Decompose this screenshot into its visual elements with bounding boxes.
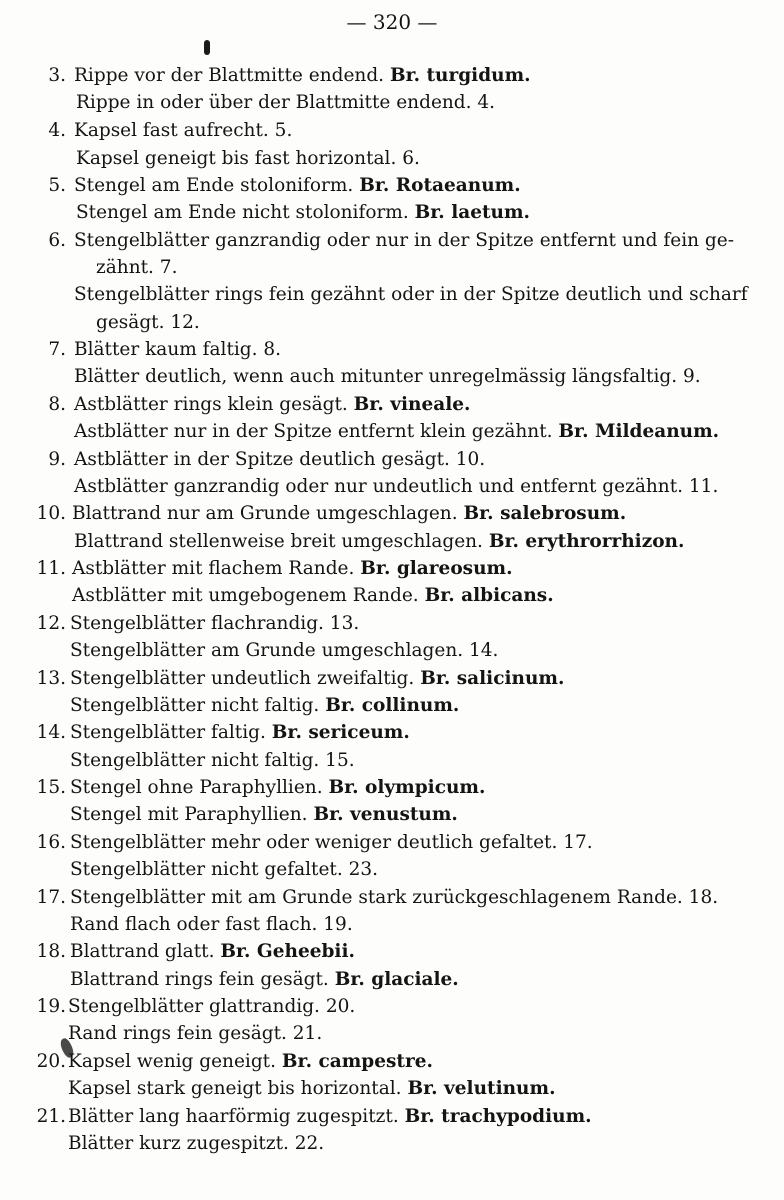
- key-text: Stengelblätter flachrandig. 13.: [70, 613, 360, 634]
- couplet-number: 10.: [36, 503, 66, 524]
- key-text: Rand flach oder fast flach. 19.: [70, 914, 353, 935]
- key-text: Stengelblätter faltig. Br. sericeum.: [70, 722, 410, 743]
- key-line: [0, 993, 784, 1020]
- key-text: Stengelblätter ganzrandig oder nur in der Spitze entfernt und fein ge-: [74, 230, 734, 251]
- key-text: zähnt. 7.: [96, 257, 178, 278]
- key-text: Stengelblätter rings fein gezähnt oder in der Spitze deutlich und scharf: [74, 284, 748, 305]
- key-line: [0, 856, 784, 883]
- key-line: [0, 199, 784, 226]
- species-name: Br. salebrosum.: [463, 503, 627, 524]
- key-line: [0, 911, 784, 938]
- couplet-number: 4.: [48, 120, 66, 141]
- species-name: Br. sericeum.: [271, 722, 410, 743]
- key-line: [0, 884, 784, 911]
- couplet-number: 17.: [36, 887, 66, 908]
- key-text: Kapsel wenig geneigt. Br. campestre.: [68, 1051, 433, 1072]
- species-name: Br. vineale.: [353, 394, 471, 415]
- key-text: Blattrand rings fein gesägt. Br. glaciale.: [70, 969, 459, 990]
- key-line: [0, 938, 784, 965]
- species-name: Br. glareosum.: [360, 558, 513, 579]
- key-line: [0, 145, 784, 172]
- key-line: [0, 281, 784, 308]
- couplet-number: 11.: [36, 558, 66, 579]
- species-name: Br. laetum.: [414, 202, 530, 223]
- key-line: [0, 719, 784, 746]
- key-text: Blätter lang haarförmig zugespitzt. Br. trachypodium.: [68, 1106, 592, 1127]
- ink-smudge: [204, 40, 210, 55]
- key-line: [0, 555, 784, 582]
- species-name: Br. campestre.: [281, 1051, 433, 1072]
- key-line: [0, 801, 784, 828]
- key-text: Stengelblätter am Grunde umgeschlagen. 14.: [70, 640, 499, 661]
- key-line: [0, 637, 784, 664]
- key-line: [0, 363, 784, 390]
- key-text: Stengelblätter mehr oder weniger deutlich gefaltet. 17.: [70, 832, 593, 853]
- couplet-number: 20.: [36, 1051, 66, 1072]
- couplet-number: 3.: [48, 65, 66, 86]
- key-text: Stengel am Ende nicht stoloniform. Br. laetum.: [76, 202, 530, 223]
- couplet-number: 18.: [36, 941, 66, 962]
- key-line: [0, 418, 784, 445]
- key-line: [0, 692, 784, 719]
- couplet-number: 7.: [48, 339, 66, 360]
- key-text: Stengelblätter glattrandig. 20.: [68, 996, 356, 1017]
- key-text: Kapsel geneigt bis fast horizontal. 6.: [76, 148, 420, 169]
- species-name: Br. Geheebii.: [220, 941, 355, 962]
- key-line: [0, 1020, 784, 1047]
- key-line: [0, 747, 784, 774]
- couplet-number: 6.: [48, 230, 66, 251]
- key-line: [0, 89, 784, 116]
- key-line: [0, 309, 784, 336]
- key-text: Astblätter in der Spitze deutlich gesägt. 10.: [74, 449, 486, 470]
- key-text: Rand rings fein gesägt. 21.: [68, 1023, 323, 1044]
- species-name: Br. turgidum.: [389, 65, 531, 86]
- key-text: Rippe in oder über der Blattmitte endend. 4.: [76, 92, 496, 113]
- key-line: [0, 172, 784, 199]
- key-text: Stengelblätter undeutlich zweifaltig. Br. salicinum.: [70, 668, 565, 689]
- species-name: Br. salicinum.: [420, 668, 565, 689]
- key-text: Blattrand nur am Grunde umgeschlagen. Br. salebrosum.: [72, 503, 627, 524]
- key-text: Astblätter nur in der Spitze entfernt klein gezähnt. Br. Mildeanum.: [74, 421, 720, 442]
- key-text: Astblätter mit umgebogenem Rande. Br. albicans.: [72, 585, 554, 606]
- key-line: [0, 582, 784, 609]
- couplet-number: 14.: [36, 722, 66, 743]
- key-text: Stengelblätter nicht faltig. Br. collinum.: [70, 695, 460, 716]
- couplet-number: 13.: [36, 668, 66, 689]
- species-name: Br. glaciale.: [334, 969, 459, 990]
- key-text: Astblätter ganzrandig oder nur undeutlich und entfernt gezähnt. 11.: [74, 476, 719, 497]
- key-line: [0, 227, 784, 254]
- couplet-number: 5.: [48, 175, 66, 196]
- key-line: [0, 1075, 784, 1102]
- species-name: Br. albicans.: [424, 585, 554, 606]
- key-line: [0, 610, 784, 637]
- key-line: [0, 528, 784, 555]
- key-line: [0, 1048, 784, 1075]
- key-line: [0, 336, 784, 363]
- key-line: [0, 1130, 784, 1157]
- species-name: Br. collinum.: [325, 695, 460, 716]
- key-text: Stengel mit Paraphyllien. Br. venustum.: [70, 804, 458, 825]
- key-text: Blätter kaum faltig. 8.: [74, 339, 282, 360]
- key-text: Kapsel stark geneigt bis horizontal. Br. velutinum.: [68, 1078, 556, 1099]
- couplet-number: 8.: [48, 394, 66, 415]
- species-name: Br. trachypodium.: [404, 1106, 592, 1127]
- key-text: Blattrand glatt. Br. Geheebii.: [70, 941, 355, 962]
- key-line: [0, 391, 784, 418]
- key-text: gesägt. 12.: [96, 312, 200, 333]
- species-name: Br. Mildeanum.: [558, 421, 720, 442]
- key-line: [0, 254, 784, 281]
- key-text: Kapsel fast aufrecht. 5.: [74, 120, 293, 141]
- couplet-number: 21.: [36, 1106, 66, 1127]
- key-text: Blätter kurz zugespitzt. 22.: [68, 1133, 325, 1154]
- key-text: Astblätter rings klein gesägt. Br. vineale.: [74, 394, 471, 415]
- key-text: Stengelblätter mit am Grunde stark zurückgeschlagenem Rande. 18.: [70, 887, 719, 908]
- key-line: [0, 117, 784, 144]
- key-text: Stengel ohne Paraphyllien. Br. olympicum.: [70, 777, 486, 798]
- couplet-number: 12.: [36, 613, 66, 634]
- couplet-number: 9.: [48, 449, 66, 470]
- key-line: [0, 774, 784, 801]
- species-name: Br. erythrorrhizon.: [488, 531, 685, 552]
- species-name: Br. olympicum.: [328, 777, 486, 798]
- species-name: Br. venustum.: [313, 804, 458, 825]
- key-text: Rippe vor der Blattmitte endend. Br. turgidum.: [74, 65, 531, 86]
- key-line: [0, 1103, 784, 1130]
- key-line: [0, 829, 784, 856]
- key-line: [0, 62, 784, 89]
- key-line: [0, 500, 784, 527]
- couplet-number: 16.: [36, 832, 66, 853]
- key-line: [0, 966, 784, 993]
- key-text: Astblätter mit flachem Rande. Br. glareosum.: [72, 558, 513, 579]
- key-line: [0, 446, 784, 473]
- key-text: Blätter deutlich, wenn auch mitunter unregelmässig längsfaltig. 9.: [74, 366, 701, 387]
- key-text: Blattrand stellenweise breit umgeschlagen. Br. erythrorrhizon.: [74, 531, 685, 552]
- key-line: [0, 473, 784, 500]
- key-text: Stengel am Ende stoloniform. Br. Rotaeanum.: [74, 175, 521, 196]
- key-text: Stengelblätter nicht gefaltet. 23.: [70, 859, 379, 880]
- couplet-number: 19.: [36, 996, 66, 1017]
- couplet-number: 15.: [36, 777, 66, 798]
- species-name: Br. Rotaeanum.: [359, 175, 521, 196]
- species-name: Br. velutinum.: [407, 1078, 556, 1099]
- key-text: Stengelblätter nicht faltig. 15.: [70, 750, 355, 771]
- key-line: [0, 665, 784, 692]
- page-number: — 320 —: [346, 10, 438, 34]
